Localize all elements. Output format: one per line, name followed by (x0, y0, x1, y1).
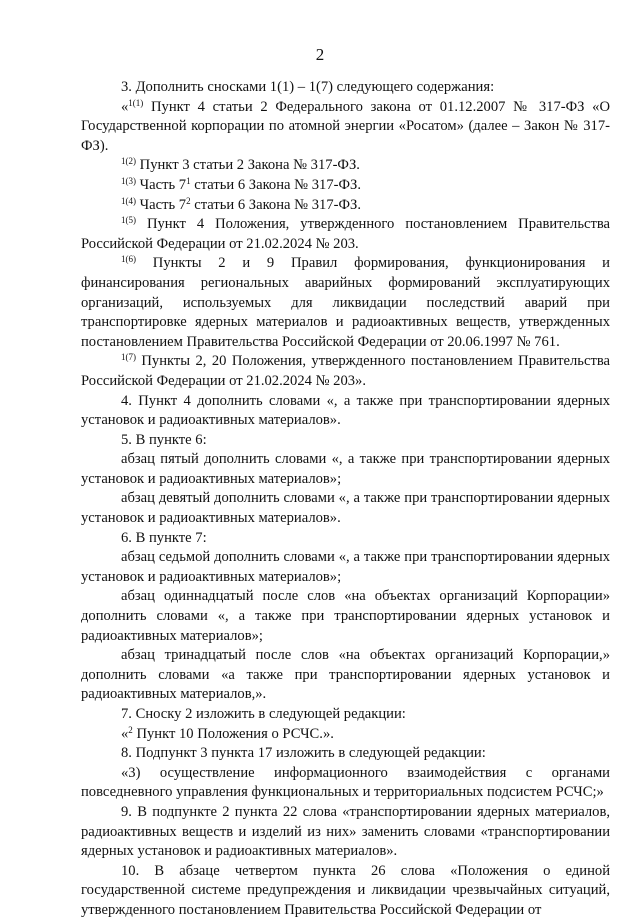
paragraph: $^{1(4)}$ Часть $7^2$ статьи 6 Закона № 317-ФЗ. (121, 195, 361, 213)
paragraph: $^{1(7)}$ Пункты 2, 20 Положения, утвержденного постановлением Правительства Российской Федерации от 21.02.2024 № 203». (81, 352, 610, 389)
paragraph: абзац одиннадцатый после слов «на объектах организаций Корпорации» дополнить словами «, а также при транспортировании ядерных установок и радиоактивных материалов»; (81, 588, 610, 644)
paragraph: 8. Подпункт 3 пункта 17 изложить в следующей редакции: (121, 745, 486, 762)
paragraph: 10. В абзаце четвертом пункта 26 слова «Положения о единой государственной системе предупреждения и ликвидации чрезвычайных ситуаций, утвержденного постановлением Правительства Российской Федерации от (81, 862, 610, 918)
paragraph: $^{1(2)}$ Пункт 3 статьи 2 Закона № 317-ФЗ. (121, 156, 360, 174)
paragraph: абзац седьмой дополнить словами «, а также при транспортировании ядерных установок и радиоактивных материалов»; (81, 549, 610, 585)
paragraph: «$^{1(1)}$ Пункт 4 статьи 2 Федерального закона от 01.12.2007 № 317-ФЗ «О Государственной корпорации по атомной энергии «Росатом» (далее – Закон № 317-ФЗ). (81, 97, 610, 154)
page-number: 2 (315, 45, 325, 64)
paragraph: абзац девятый дополнить словами «, а также при транспортировании ядерных установок и радиоактивных материалов». (81, 490, 610, 527)
paragraph: $^{1(3)}$ Часть $7^1$ статьи 6 Закона № 317-ФЗ. (121, 175, 361, 193)
paragraph: 5. В пункте 6: (121, 431, 207, 448)
document-body (81, 78, 610, 921)
paragraph: $^{1(5)}$ Пункт 4 Положения, утвержденного постановлением Правительства Российской Федерации от 21.02.2024 № 203. (81, 215, 610, 252)
paragraph: 9. В подпункте 2 пункта 22 слова «транспортировании ядерных материалов, радиоактивных веществ и изделий из них» заменить словами «транспортировании ядерных установок и радиоактивных материалов». (81, 803, 610, 860)
paragraph: 6. В пункте 7: (121, 529, 207, 546)
paragraph: 3. Дополнить сносками 1(1) – 1(7) следующего содержания: (121, 79, 495, 95)
paragraph: 4. Пункт 4 дополнить словами «, а также при транспортировании ядерных установок и радиоактивных материалов». (81, 392, 610, 429)
paragraph: «3) осуществление информационного взаимодействия с органами повседневного управления функциональных и территориальных подсистем РСЧС;» (81, 764, 610, 801)
paragraph: 7. Сноску 2 изложить в следующей редакции: (121, 706, 406, 722)
paragraph: абзац пятый дополнить словами «, а также при транспортировании ядерных установок и радиоактивных материалов»; (81, 451, 610, 487)
paragraph: абзац тринадцатый после слов «на объектах организаций Корпорации,» дополнить словами «а также при транспортировании ядерных установок и радиоактивных материалов,». (81, 647, 610, 703)
paragraph: $^{1(6)}$ Пункты 2 и 9 Правил формирования, функционирования и финансирования региональных аварийных формирований эксплуатирующих организаций, используемых для ликвидации последствий аварий при транспортировке ядерных материалов и радиоактивных веществ, утвержденных постановлением Правительства Российской Федерации от 20.06.1997 № 761. (81, 254, 610, 350)
paragraph: «$^2$ Пункт 10 Положения о РСЧС.». (121, 724, 334, 742)
